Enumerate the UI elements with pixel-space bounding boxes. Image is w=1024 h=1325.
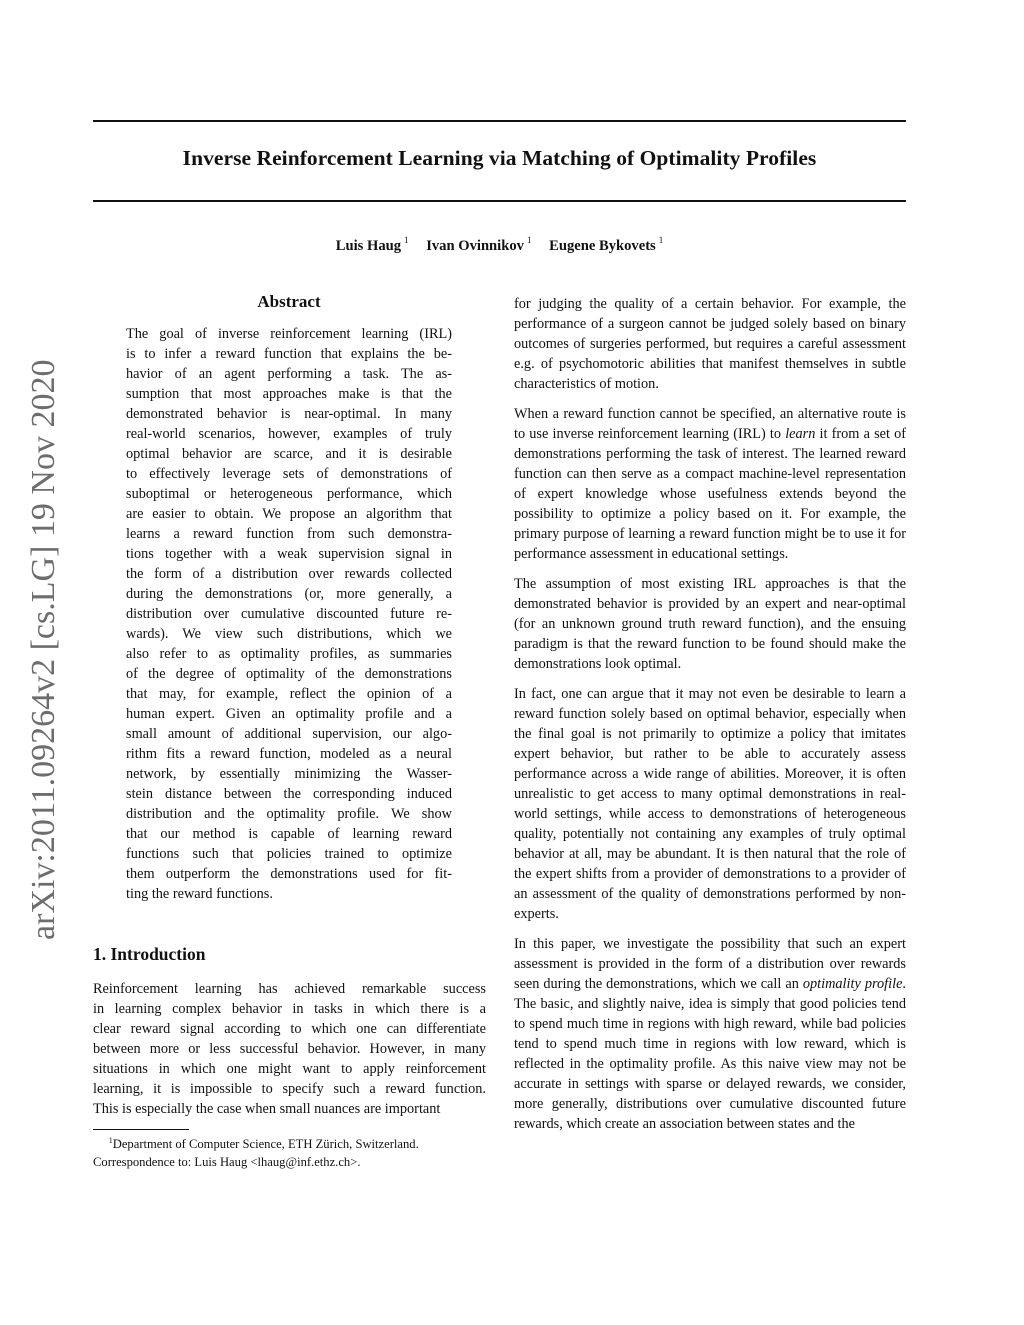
paragraph: When a reward function cannot be specified, an alternative route is to use inverse reinforcement learning (IRL) to learn it from a set of demonstrations performing the task of interest. The learned reward function can then serve as a compact machine-level representation of expert knowledge whose usefulness extends beyond the possibility to optimize a policy based on it. For example, the primary purpose of learning a reward function might be to use it for performance assessment in educational settings. [514, 406, 907, 562]
text-line: them outperform the demonstrations used for fit- [126, 866, 452, 882]
text-line: human expert. Given an optimality profile and a [126, 706, 452, 722]
text-line: This is especially the case when small nuances are important [93, 1101, 441, 1117]
paragraph: In this paper, we investigate the possibility that such an expert assessment is provided in the form of a distribution over rewards seen during the demonstrations, which we call an optimality profile. The basic, and slightly naive, idea is simply that good policies tend to spend much time in regions with high reward, while bad policies tend to spend much time in regions with low reward, which is reflected in the optimality profile. As this naive view may not be accurate in settings with sparse or delayed rewards, we consider, more generally, distributions over cumulative discounted future rewards, which create an association between states and the [514, 936, 906, 1132]
text-line: functions such that policies trained to optimize [126, 846, 452, 862]
text-line: optimal behavior are scarce, and it is desirable [126, 446, 452, 462]
text-line: wards). We view such distributions, which we [126, 626, 452, 642]
text-line: distribution over cumulative discounted future re- [126, 606, 452, 622]
text-line: real-world scenarios, however, examples of truly [126, 426, 452, 442]
text-line: ting the reward functions. [126, 886, 273, 902]
introduction-body [93, 979, 486, 1119]
text-line: rithm fits a reward function, modeled as a neural [126, 746, 452, 762]
author: Eugene Bykovets $^1$ [549, 235, 664, 254]
text-line: tions together with a weak supervision signal in [126, 546, 452, 562]
text-line: clear reward signal according to which one can differentiate [93, 1021, 486, 1037]
text-line: network, by essentially minimizing the Wasser- [126, 766, 452, 782]
text-line: havior of an agent performing a task. The as- [126, 366, 452, 382]
text-line: is to infer a reward function that explains the be- [126, 346, 452, 362]
footnote-rule [93, 1129, 189, 1130]
abstract-heading: Abstract [257, 292, 321, 311]
author-list [93, 236, 906, 255]
text-line: sumption that most approaches make is that the [126, 386, 452, 402]
text-line: situations in which one might want to apply reinforcement [93, 1061, 486, 1077]
text-line: small amount of additional supervision, our algo- [126, 726, 452, 742]
arxiv-stamp: arXiv:2011.09264v2 [cs.LG] 19 Nov 2020 [25, 359, 62, 940]
author: Luis Haug $^1$ [335, 235, 409, 254]
text-line: during the demonstrations (or, more generally, a [126, 586, 452, 602]
title-bottom-rule [93, 200, 906, 202]
text-line: suboptimal or heterogeneous performance, which [126, 486, 452, 502]
text-line: learns a reward function from such demonstra- [126, 526, 452, 542]
right-column [514, 294, 906, 1144]
author: Ivan Ovinnikov $^1$ [426, 235, 532, 254]
paragraph: The assumption of most existing IRL approaches is that the demonstrated behavior is provided by an expert and near-optimal (for an unknown ground truth reward function), and the ensuing paradigm is that the reward function to be found should make the demonstrations look optimal. [514, 576, 906, 672]
text-line: stein distance between the corresponding induced [126, 786, 452, 802]
text-line: to effectively leverage sets of demonstrations of [126, 466, 452, 482]
introduction-heading: 1. Introduction [93, 944, 206, 964]
text-line: that our method is capable of learning reward [126, 826, 452, 842]
paragraph: In fact, one can argue that it may not even be desirable to learn a reward function solely based on optimal behavior, especially when the final goal is not primarily to optimize a policy that imitates expert behavior, but rather to be able to accurately assess performance across a wide range of abilities. Moreover, it is often unrealistic to get access to many optimal demonstrations in real-world settings, while access to demonstrations of heterogeneous quality, potentially not containing any examples of truly optimal behavior at all, may be abundant. It is then natural that the role of the expert shifts from a provider of demonstrations to a provider of an assessment of the quality of demonstrations performed by non-experts. [514, 686, 906, 922]
paper-title: Inverse Reinforcement Learning via Matching of Optimality Profiles [182, 146, 817, 170]
text-line: in learning complex behavior in tasks in which there is a [93, 1001, 486, 1017]
title-top-rule [93, 120, 906, 122]
text-line: that may, for example, reflect the opinion of a [126, 686, 452, 702]
text-line: the form of a distribution over rewards collected [126, 566, 452, 582]
footnote: $^1$Department of Computer Science, ETH Zürich, Switzerland. Correspondence to: Luis Haug <lhaug@inf.ethz.ch>. [93, 1136, 419, 1170]
abstract-body [126, 324, 452, 904]
text-line: of the degree of optimality of the demonstrations [126, 666, 452, 682]
text-line: are easier to obtain. We propose an algorithm that [126, 506, 452, 522]
paragraph: for judging the quality of a certain behavior. For example, the performance of a surgeon cannot be judged solely based on binary outcomes of surgeries performed, but requires a careful assessment e.g. of psychomotoric abilities that manifest themselves in subtle characteristics of motion. [514, 296, 906, 392]
text-line: also refer to as optimality profiles, as summaries [126, 646, 452, 662]
text-line: learning, it is impossible to specify such a reward function. [93, 1081, 486, 1097]
text-line: between more or less successful behavior. However, in many [93, 1041, 486, 1057]
text-line: Reinforcement learning has achieved remarkable success [93, 981, 486, 997]
text-line: The goal of inverse reinforcement learning (IRL) [126, 326, 452, 342]
text-line: distribution and the optimality profile. We show [126, 806, 452, 822]
text-line: demonstrated behavior is near-optimal. In many [126, 406, 452, 422]
